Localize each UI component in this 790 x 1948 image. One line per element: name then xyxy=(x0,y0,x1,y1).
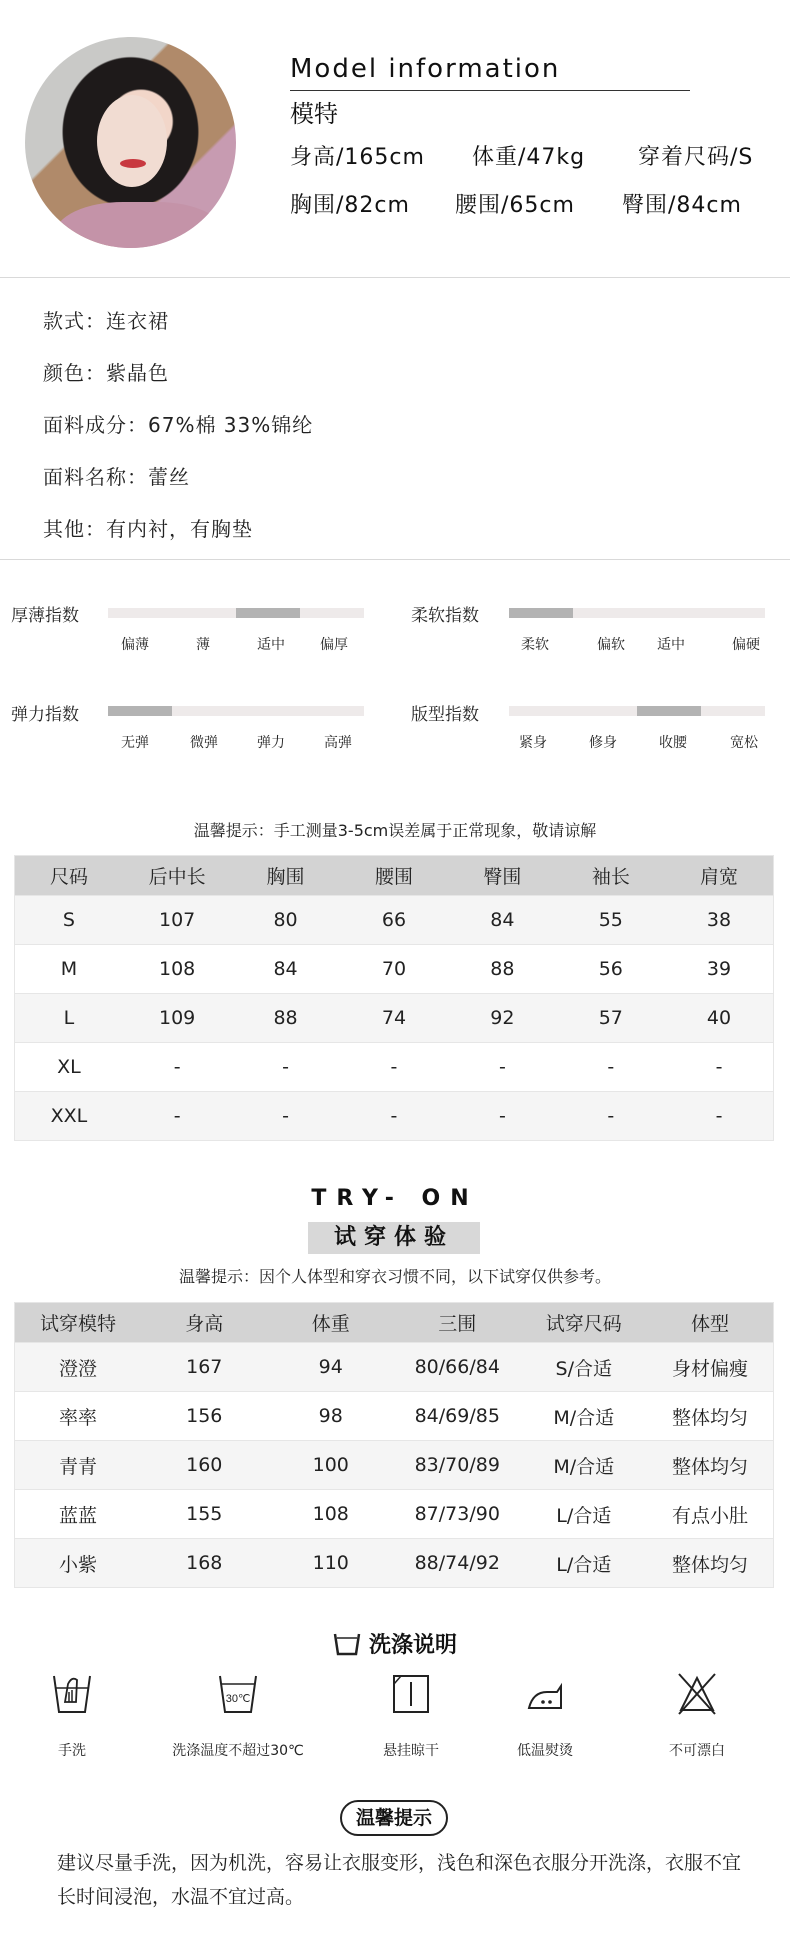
spec-other: 其他：有内衬，有胸垫 xyxy=(43,517,253,541)
table-row xyxy=(15,1092,774,1141)
header-cell: 试穿模特 xyxy=(15,1303,142,1343)
cell: 80 xyxy=(231,896,339,945)
cell: 蓝蓝 xyxy=(15,1490,142,1539)
cell: 109 xyxy=(123,994,231,1043)
model-bust: 胸围/82cm xyxy=(290,193,410,218)
cell: 整体均匀 xyxy=(647,1441,774,1490)
cell: 107 xyxy=(123,896,231,945)
index-fit-marker xyxy=(637,706,701,716)
cell: XL xyxy=(15,1043,123,1092)
index-tick: 修身 xyxy=(589,735,617,751)
header-cell: 三围 xyxy=(394,1303,521,1343)
cell: 55 xyxy=(557,896,665,945)
cell: 57 xyxy=(557,994,665,1043)
index-tick: 适中 xyxy=(257,637,285,653)
header-cell: 后中长 xyxy=(123,856,231,896)
header-cell: 袖长 xyxy=(557,856,665,896)
size-table xyxy=(14,855,774,1141)
index-thickness-marker xyxy=(236,608,300,618)
wash-item-no-bleach xyxy=(622,1672,772,1760)
cell: 87/73/90 xyxy=(394,1490,521,1539)
cell: - xyxy=(231,1092,339,1141)
table-row xyxy=(15,896,774,945)
cell: - xyxy=(231,1043,339,1092)
index-elasticity-marker xyxy=(108,706,172,716)
wash-label: 低温熨烫 xyxy=(517,1743,573,1759)
cell: 88/74/92 xyxy=(394,1539,521,1588)
tryon-title-cn: 试穿体验 xyxy=(308,1222,480,1254)
wash-item-hand-wash xyxy=(0,1672,147,1760)
table-row xyxy=(15,1343,774,1392)
header-cell: 体重 xyxy=(268,1303,395,1343)
cell: - xyxy=(665,1092,773,1141)
model-size: 穿着尺码/S xyxy=(638,145,754,170)
cell: 88 xyxy=(231,994,339,1043)
cell: 56 xyxy=(557,945,665,994)
cell: M/合适 xyxy=(521,1441,648,1490)
cell: 155 xyxy=(141,1490,268,1539)
wash-item-hang-dry xyxy=(336,1672,486,1760)
wash-item-30c xyxy=(163,1672,313,1760)
tips-text: 建议尽量手洗，因为机洗，容易让衣服变形，浅色和深色衣服分开洗涤，衣服不宜长时间浸泡，水温不宜过高。 xyxy=(57,1852,742,1908)
wash-basin-icon xyxy=(333,1632,361,1656)
cell: - xyxy=(665,1043,773,1092)
cell: 66 xyxy=(340,896,448,945)
cell: 160 xyxy=(141,1441,268,1490)
cell: 92 xyxy=(448,994,556,1043)
wash-title-text: 洗涤说明 xyxy=(368,1633,457,1658)
cell: 整体均匀 xyxy=(647,1539,774,1588)
index-tick: 适中 xyxy=(657,637,685,653)
index-softness-marker xyxy=(509,608,573,618)
model-title-underline xyxy=(290,90,690,91)
index-tick: 偏硬 xyxy=(732,637,760,653)
cell: - xyxy=(557,1092,665,1141)
index-fit-label: 版型指数 xyxy=(411,705,479,725)
tryon-note: 温馨提示：因个人体型和穿衣习惯不同，以下试穿仅供参考。 xyxy=(178,1267,611,1286)
index-tick: 无弹 xyxy=(121,735,149,751)
index-tick: 偏厚 xyxy=(320,637,348,653)
wash-label: 洗涤温度不超过30℃ xyxy=(172,1743,304,1759)
cell: 88 xyxy=(448,945,556,994)
index-softness-label: 柔软指数 xyxy=(411,606,479,626)
cell: - xyxy=(123,1043,231,1092)
cell: 98 xyxy=(268,1392,395,1441)
header-cell: 腰围 xyxy=(340,856,448,896)
cell: - xyxy=(123,1092,231,1141)
cell: M/合适 xyxy=(521,1392,648,1441)
index-tick: 偏薄 xyxy=(121,637,149,653)
model-weight: 体重/47kg xyxy=(472,145,586,170)
header-cell: 肩宽 xyxy=(665,856,773,896)
cell: - xyxy=(448,1092,556,1141)
section-divider xyxy=(0,559,790,560)
table-row xyxy=(15,1539,774,1588)
cell: 39 xyxy=(665,945,773,994)
index-tick: 宽松 xyxy=(730,735,758,751)
cell: 167 xyxy=(141,1343,268,1392)
table-row xyxy=(15,1441,774,1490)
model-hip: 臀围/84cm xyxy=(622,193,742,218)
cell: XXL xyxy=(15,1092,123,1141)
tryon-table xyxy=(14,1302,774,1588)
cell: 74 xyxy=(340,994,448,1043)
cell: 小紫 xyxy=(15,1539,142,1588)
model-title-cn: 模特 xyxy=(290,100,338,128)
index-elasticity-label: 弹力指数 xyxy=(11,705,79,725)
header-cell: 体型 xyxy=(647,1303,774,1343)
svg-text:30℃: 30℃ xyxy=(225,1693,251,1705)
tryon-title-en: TRY- ON xyxy=(311,1186,479,1211)
cell: M xyxy=(15,945,123,994)
index-softness-bar xyxy=(509,608,765,618)
section-divider xyxy=(0,277,790,278)
cell: 108 xyxy=(123,945,231,994)
table-row xyxy=(15,994,774,1043)
cell: 168 xyxy=(141,1539,268,1588)
cell: 108 xyxy=(268,1490,395,1539)
model-title-en: Model information xyxy=(290,54,561,84)
index-tick: 偏软 xyxy=(597,637,625,653)
cell: 156 xyxy=(141,1392,268,1441)
hand-wash-icon xyxy=(50,1672,94,1716)
cell: 83/70/89 xyxy=(394,1441,521,1490)
cell: 84 xyxy=(448,896,556,945)
cell: S/合适 xyxy=(521,1343,648,1392)
wash-item-low-iron xyxy=(470,1672,620,1760)
wash-30c-icon xyxy=(216,1672,260,1716)
cell: 110 xyxy=(268,1539,395,1588)
header-cell: 尺码 xyxy=(15,856,123,896)
table-row xyxy=(15,1490,774,1539)
spec-color: 颜色：紫晶色 xyxy=(43,361,169,385)
size-table-header xyxy=(15,856,774,896)
low-iron-icon xyxy=(523,1672,567,1716)
index-tick: 收腰 xyxy=(659,735,687,751)
cell: 38 xyxy=(665,896,773,945)
hang-dry-icon xyxy=(389,1672,433,1716)
table-row xyxy=(15,1043,774,1092)
cell: 84 xyxy=(231,945,339,994)
table-row xyxy=(15,1392,774,1441)
index-thickness-bar xyxy=(108,608,364,618)
spec-fabric: 面料名称：蕾丝 xyxy=(43,465,190,489)
model-avatar xyxy=(25,37,236,248)
cell: 有点小肚 xyxy=(647,1490,774,1539)
header-cell: 身高 xyxy=(141,1303,268,1343)
no-bleach-icon xyxy=(675,1672,719,1716)
cell: 整体均匀 xyxy=(647,1392,774,1441)
index-tick: 紧身 xyxy=(519,735,547,751)
index-fit-bar xyxy=(509,706,765,716)
avatar-face xyxy=(97,95,167,187)
cell: - xyxy=(448,1043,556,1092)
cell: 率率 xyxy=(15,1392,142,1441)
tips-title: 温馨提示 xyxy=(340,1800,448,1836)
header-cell: 臀围 xyxy=(448,856,556,896)
cell: - xyxy=(557,1043,665,1092)
index-tick: 弹力 xyxy=(257,735,285,751)
avatar-lips xyxy=(120,159,146,168)
wash-title xyxy=(0,1628,790,1659)
header-cell: 试穿尺码 xyxy=(521,1303,648,1343)
index-tick: 柔软 xyxy=(521,637,549,653)
cell: 70 xyxy=(340,945,448,994)
wash-label: 手洗 xyxy=(58,1743,86,1759)
index-tick: 薄 xyxy=(196,637,210,653)
cell: 80/66/84 xyxy=(394,1343,521,1392)
cell: 青青 xyxy=(15,1441,142,1490)
cell: 84/69/85 xyxy=(394,1392,521,1441)
index-tick: 微弹 xyxy=(190,735,218,751)
index-thickness-label: 厚薄指数 xyxy=(11,606,79,626)
spec-style: 款式：连衣裙 xyxy=(43,309,169,333)
size-note: 温馨提示：手工测量3-5cm误差属于正常现象，敬请谅解 xyxy=(193,821,597,840)
cell: L/合适 xyxy=(521,1490,648,1539)
cell: S xyxy=(15,896,123,945)
spec-composition: 面料成分：67%棉 33%锦纶 xyxy=(43,413,314,437)
wash-label: 不可漂白 xyxy=(669,1743,725,1759)
cell: - xyxy=(340,1043,448,1092)
model-height: 身高/165cm xyxy=(290,145,425,170)
index-elasticity-bar xyxy=(108,706,364,716)
header-cell: 胸围 xyxy=(231,856,339,896)
model-waist: 腰围/65cm xyxy=(455,193,575,218)
cell: L/合适 xyxy=(521,1539,648,1588)
cell: 40 xyxy=(665,994,773,1043)
index-tick: 高弹 xyxy=(324,735,352,751)
wash-label: 悬挂晾干 xyxy=(383,1743,439,1759)
cell: 澄澄 xyxy=(15,1343,142,1392)
tryon-table-header xyxy=(15,1303,774,1343)
cell: 100 xyxy=(268,1441,395,1490)
cell: - xyxy=(340,1092,448,1141)
table-row xyxy=(15,945,774,994)
cell: L xyxy=(15,994,123,1043)
avatar-dress xyxy=(55,202,225,248)
cell: 身材偏瘦 xyxy=(647,1343,774,1392)
cell: 94 xyxy=(268,1343,395,1392)
